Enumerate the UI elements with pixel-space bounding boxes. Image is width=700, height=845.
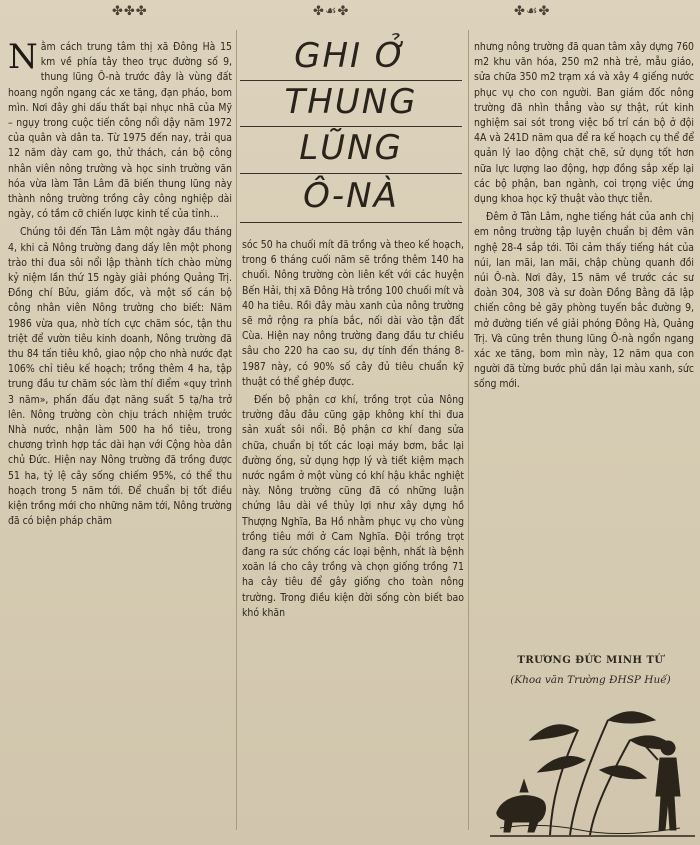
col3-paragraph-2: Đêm ở Tân Lâm, nghe tiếng hát của anh chị em nông trường tập luyện chuẩn bị đêm văn nghệ 28-4 sắp tới. Tôi cảm thấy tiếng hát của núi, lan mãi, lan mãi, chập chùng quanh đồi núi Ô-nà. Nơi đây, 15 năm về trước các sư đoàn 304, 308 và sư đoàn Đồng Bằng đã lập chiến công bẻ gãy phòng tuyến bắc đường 9, mở đường tiến về giải phóng Đông Hà, Quảng Trị. Và cũng trên thung lũng Ô-nà ngổn ngang xác xe tăng, bom mìn này, 12 năm qua con người đã từng bước phủ dần lại màu xanh, sức sống mới. (474, 211, 694, 391)
title-rule (240, 173, 462, 174)
title-line-1: GHI Ở (294, 36, 408, 76)
ornament-right: ✤☙✤ (514, 4, 551, 19)
column-divider (236, 30, 237, 830)
title-line-2: THUNG (284, 82, 418, 122)
article-column-2 (242, 238, 464, 840)
title-line-3: LŨNG (299, 128, 403, 168)
ornament-center: ✤☙✤ (313, 4, 350, 19)
title-line-4: Ô-NÀ (303, 176, 399, 216)
ornament-left: ✤✤✤ (112, 4, 148, 19)
col1-paragraph-1: ằm cách trung tâm thị xã Đông Hà 15 km về phía tây theo trục đường số 9, thung lũng Ô-nà trước đây là vùng đất hoang ngổn ngang các xe tăng, đạn pháo, bom mìn. Nơi đây ghi dấu thất bại nhục nhã của Mỹ – ngụy trong cuộc tiến công nổi dậy năm 1972 của quân và dân ta. Từ 1975 đến nay, trải qua 12 năm dày cam go, thử thách, cán bộ công nhân viên nông trường và học sinh trường văn hóa vừa làm Tân Lâm đã biến thung lũng này thành nông trường trồng cây công nghiệp dài ngày, có tầm cỡ chiến lược kinh tế của tỉnh... (8, 41, 232, 221)
author-affiliation: (Khoa văn Trường ĐHSP Huế) (510, 674, 671, 686)
article-column-3 (474, 40, 694, 600)
col1-paragraph-2: Chúng tôi đến Tân Lâm một ngày đầu tháng 4, khi cả Nông trường đang dấy lên một phong trào thi đua sôi nổi lập thành tích chào mừng kỷ niệm lần thứ 15 ngày giải phóng Quảng Trị. Đồng chí Bửu, giám đốc, và một số cán bộ công nhân viên Nông trường cho biết: Năm 1986 vừa qua, nhờ tích cực chăm sóc, tận thu triệt để vườn tiêu kinh doanh, Nông trường đã thu 84 tấn tiêu khô, giao nộp cho nhà nước đạt 106% chỉ tiêu kế hoạch; trồng thêm 4 ha, tập trung đầu tư chăm sóc làm thí điểm «quy trình 3 năm», phấn đấu đạt năng suất 5 tạ/ha trở lên. Nông trường còn chịu trách nhiệm trước Nhà nước, nhận làm 500 ha hồ tiêu, trong chương trình hợp tác dài hạn với Cộng hòa dân chủ Đức. Hiện nay Nông trường đã trồng được 51 ha, tỷ lệ cây sống chiếm 95%, có thể thu hoạch trong 5 năm tới. Để chuẩn bị tốt điều kiện trồng mới cho những năm tới, Nông trường đã có biện pháp chăm (8, 226, 232, 528)
title-rule (240, 80, 462, 81)
farm-illustration (490, 700, 695, 840)
article-title (240, 28, 462, 228)
author-name: TRƯƠNG ĐỨC MINH TỨ (517, 655, 664, 666)
col3-paragraph-1: nhưng nông trường đã quan tâm xây dựng 760 m2 khu văn hóa, 250 m2 nhà trẻ, mẫu giáo, sửa chữa 350 m2 trạm xá và xây 4 giếng nước phục vụ cho con người. Ban giám đốc nông trường đã nhìn thẳng vào sự thật, rút kinh nghiệm sai sót trong việc bố trí cán bộ ở đội 4A và 241D năm qua để ra kế hoạch cụ thể để quản lý lao động chặt chẽ, sử dụng tốt hơn nữa lực lượng lao động, hợp đồng sắp xếp lại các bộ phận, ban ngành, coi trọng việc ứng dụng khoa học kỹ thuật vào thực tiễn. (474, 41, 694, 206)
col2-paragraph-1: sóc 50 ha chuối mít đã trồng và theo kế hoạch, trong 6 tháng cuối năm sẽ trồng thêm 140 ha chuối. Nông trường còn liên kết với các huyện Bến Hải, thị xã Đông Hà trồng 100 chuối mít và 40 ha tiêu. Rồi đây màu xanh của nông trường sẽ mở rộng ra phía bắc, nối dài vào tận đất Cùa. Hiện nay nông trường đang đầu tư chiều sâu cho 220 ha cao su, dự tính đến tháng 8-1987 này, có 90% số cây đủ tiêu chuẩn kỹ thuật có thể ghép được. (242, 239, 464, 388)
col2-paragraph-2: Đến bộ phận cơ khí, trồng trọt của Nông trường đâu đâu cũng gặp không khí thi đua sản xuất sôi nổi. Bộ phận cơ khí đang sửa chữa, chuẩn bị tốt các loại máy bơm, bắc lại đường ống, sử dụng hợp lý và tiết kiệm mạch nước ngầm ở một vùng có khí hậu khắc nghiệt này. Nông trường cũng đã có những luận chứng lâu dài về thủy lợi như xây dựng hồ Thượng Nghĩa, Ba Hồ nhằm phục vụ cho vùng trồng tiêu mới ở Cam Nghĩa. Đội trồng trọt đang ra sức chống các loại bệnh, nhất là bệnh xoăn lá cho cây trồng và chọn giống trồng 71 ha cây tiêu để gây giống cho toàn nông trường. Trong điều kiện đời sống còn biết bao khó khăn (242, 394, 464, 619)
title-rule (240, 222, 462, 223)
drop-cap: N (8, 40, 38, 77)
article-column-1 (8, 40, 232, 840)
title-rule (240, 126, 462, 127)
column-divider (468, 30, 469, 830)
